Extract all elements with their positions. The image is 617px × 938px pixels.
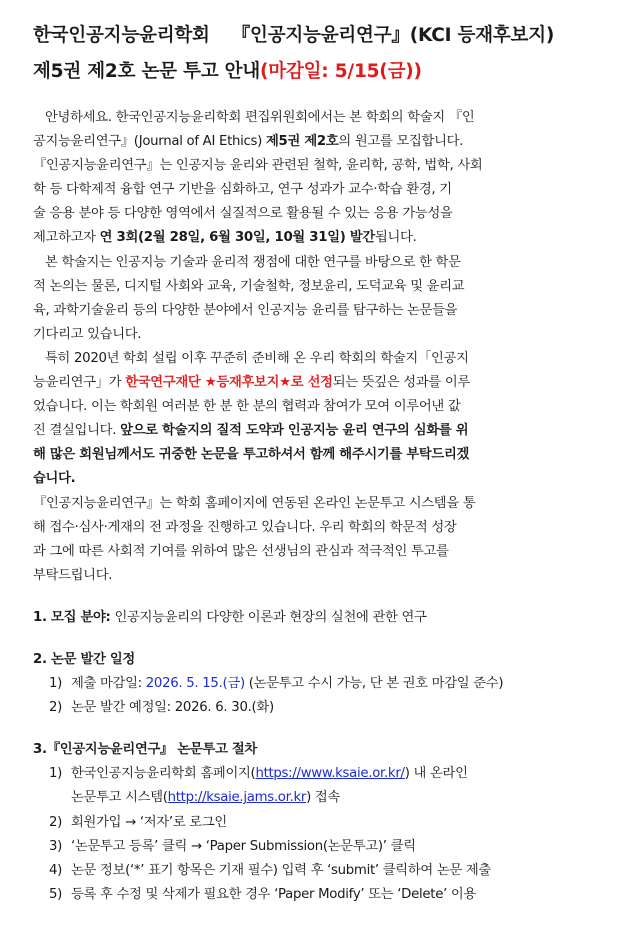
issue-title: 제5권 제2호 논문 투고 안내 [33, 61, 261, 82]
title-line-1 [33, 18, 583, 54]
intro-line: 해 많은 회원님께서도 귀중한 논문을 투고하셔서 함께 해주시기를 부탁드리겠 [33, 447, 470, 463]
procedure-item-continued [33, 786, 583, 810]
item-text: 논문투고 시스템( [71, 790, 168, 806]
society-name: 한국인공지능윤리학회 [33, 25, 210, 46]
intro-text: 진 결실입니다. [33, 423, 121, 439]
intro-paragraph-1 [33, 106, 583, 130]
intro-line: 육, 과학기술윤리 등의 다양한 분야에서 인공지능 윤리를 탐구하는 논문들을 [33, 302, 458, 318]
intro-line [33, 371, 583, 395]
volume-issue: 제5권 제2호 [266, 134, 339, 150]
deadline-badge: (마감일: 5/15(금)) [260, 61, 422, 82]
procedure-item [33, 859, 583, 883]
item-number: 4) [49, 862, 63, 878]
title-line-2 [33, 54, 583, 90]
section-text: 인공지능윤리의 다양한 이론과 현장의 실천에 관한 연구 [110, 609, 427, 625]
intro-line: 『인공지능윤리연구』는 인공지능 윤리와 관련된 철학, 윤리학, 공학, 법학, 사회 [33, 158, 483, 174]
intro-line: 해 접수·심사·게재의 전 과정을 진행하고 있습니다. 우리 학회의 학문적 성장 [33, 519, 457, 535]
item-text: ) 접속 [306, 790, 340, 806]
item-text: 논문 정보(‘*’ 표기 항목은 기재 필수) 입력 후 ‘submit’ 클릭하여 논문 제출 [71, 862, 491, 878]
intro-text: 되는 뜻깊은 성과를 이루 [332, 375, 470, 391]
item-number: 2) [49, 700, 63, 716]
intro-line: 술 응용 분야 등 다양한 영역에서 실질적으로 활용될 수 있는 응용 가능성을 [33, 206, 453, 222]
intro-text: 능윤리연구」가 [33, 375, 126, 391]
item-number: 3) [49, 838, 63, 854]
intro-line: 습니다. [33, 471, 76, 487]
section-field [33, 606, 583, 630]
intro-paragraph-4: 『인공지능윤리연구』는 학회 홈페이지에 연동된 온라인 논문투고 시스템을 통 [33, 495, 476, 511]
item-text: ) 내 온라인 [404, 766, 468, 782]
item-text: ‘논문투고 등록’ 클릭 → ‘Paper Submission(논문투고)’ 클릭 [71, 838, 416, 854]
intro-line [33, 226, 583, 250]
item-number: 1) [49, 766, 63, 782]
intro-line: 부탁드립니다. [33, 567, 113, 583]
item-number: 2) [49, 814, 63, 830]
intro-line [33, 130, 583, 154]
kci-candidate-highlight: 한국연구재단 ★등재후보지★로 선정 [125, 375, 333, 391]
intro-paragraph-2: 본 학술지는 인공지능 기술과 윤리적 쟁점에 대한 연구를 바탕으로 한 학문 [45, 254, 461, 270]
intro-paragraph-3: 특히 2020년 학회 설립 이후 꾸준히 준비해 온 우리 학회의 학술지「인공지 [45, 350, 469, 366]
publication-schedule: 연 3회(2월 28일, 6월 30일, 10월 31일) 발간 [99, 230, 375, 246]
procedure-item [33, 835, 583, 859]
intro-text: 의 원고를 모집합니다. [338, 134, 464, 150]
intro-text: 제고하고자 [33, 230, 100, 246]
intro-line: 학 등 다학제적 융합 연구 기반을 심화하고, 연구 성과가 교수·학습 환경, 기 [33, 182, 452, 198]
procedure-item [33, 811, 583, 835]
schedule-item [33, 696, 583, 720]
intro-line: 기다리고 있습니다. [33, 326, 142, 342]
procedure-item [33, 762, 583, 786]
announcement-page [33, 18, 583, 907]
journal-name: 『인공지능윤리연구』(KCI 등재후보지) [231, 25, 555, 46]
procedure-item [33, 883, 583, 907]
call-to-action: 앞으로 학술지의 질적 도약과 인공지능 윤리 연구의 심화를 위 [120, 423, 469, 439]
item-text: 등록 후 수정 및 삭제가 필요한 경우 ‘Paper Modify’ 또는 ‘Delete’ 이용 [71, 886, 477, 902]
page-title [33, 18, 583, 90]
item-number: 1) [49, 676, 63, 692]
intro-text: 안녕하세요. 한국인공지능윤리학회 편집위원회에서는 본 학회의 학술지 『인 [45, 110, 475, 125]
society-homepage-link[interactable]: https://www.ksaie.or.kr/ [255, 766, 405, 782]
submission-system-link[interactable]: http://ksaie.jams.or.kr [167, 790, 307, 806]
item-note: (논문투고 수시 가능, 단 본 권호 마감일 준수) [244, 676, 504, 692]
section-heading: 2. 논문 발간 일정 [33, 651, 135, 667]
schedule-item [33, 672, 583, 696]
intro-line: 적 논의는 물론, 디지털 사회와 교육, 기술철학, 정보윤리, 도덕교육 및 윤리교 [33, 278, 465, 294]
intro-text: 됩니다. [374, 230, 417, 246]
section-heading: 1. 모집 분야: [33, 609, 111, 625]
section-heading: 3.『인공지능윤리연구』 논문투고 절차 [33, 742, 257, 758]
deadline-date: 2026. 5. 15.(금) [145, 676, 245, 692]
intro-line: 과 그에 따른 사회적 기여를 위하여 많은 선생님의 관심과 적극적인 투고를 [33, 543, 449, 559]
intro-text: 공지능윤리연구』(Journal of AI Ethics) [33, 134, 266, 150]
item-text: 회원가입 → ‘저자’로 로그인 [71, 814, 227, 830]
item-number: 5) [49, 886, 63, 902]
intro-line: 었습니다. 이는 학회원 여러분 한 분 한 분의 협력과 참여가 모여 이루어낸 값 [33, 399, 461, 415]
item-text: 한국인공지능윤리학회 홈페이지( [71, 766, 256, 782]
item-label: 제출 마감일: [71, 676, 146, 692]
announcement-body [33, 106, 583, 907]
item-text: 논문 발간 예정일: 2026. 6. 30.(화) [71, 700, 274, 716]
intro-line [33, 419, 583, 443]
